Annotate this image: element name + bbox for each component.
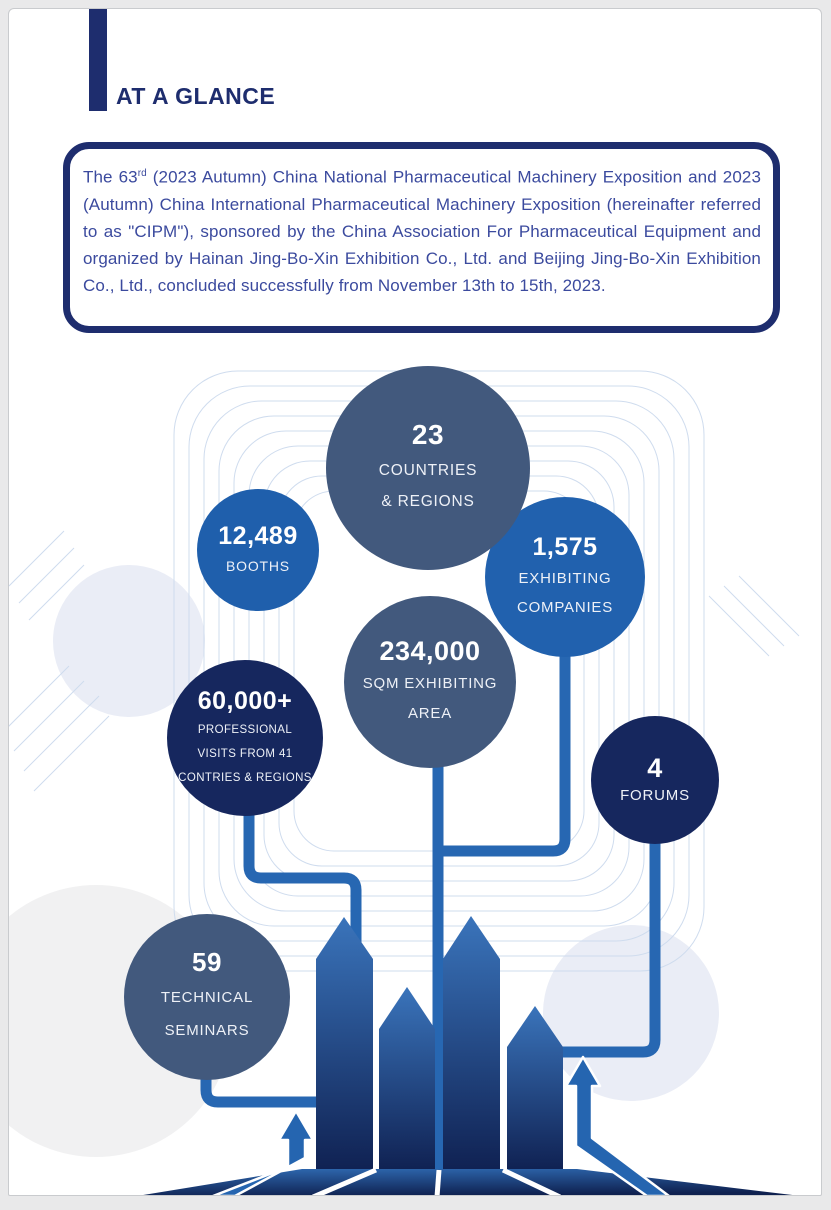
stat-label: & REGIONS — [381, 493, 475, 510]
ordinal-suffix: rd — [137, 168, 147, 179]
stat-label: SQM EXHIBITING — [362, 674, 498, 692]
stat-label: EXHIBITING — [518, 569, 612, 587]
stat-value: 23 — [411, 419, 445, 450]
stat-value: 234,000 — [379, 635, 481, 666]
intro-paragraph — [83, 160, 761, 299]
at-a-glance-infographic — [9, 341, 822, 1196]
stat-label: COMPANIES — [516, 598, 614, 616]
stat-label: VISITS FROM 41 — [197, 747, 293, 760]
brochure-page — [8, 8, 822, 1196]
stat-label: BOOTHS — [226, 557, 290, 574]
stat-label: AREA — [407, 704, 453, 722]
intro-box — [63, 142, 780, 333]
page-title: AT A GLANCE — [116, 83, 276, 109]
stat-label: SEMINARS — [164, 1022, 250, 1039]
stat-circle-booths — [197, 489, 319, 611]
stat-circle-professional-visits — [167, 660, 323, 816]
stat-circle-countries — [326, 366, 530, 570]
stat-value: 59 — [192, 947, 222, 977]
intro-text-start: The 63 — [83, 167, 138, 187]
title-accent-bar — [89, 9, 107, 111]
stat-circle-technical-seminars — [124, 914, 290, 1080]
intro-text-rest: (2023 Autumn) China National Pharmaceutical Machinery Exposition and 2023 (Autumn) China International Pharmaceutical Machinery Exposition (hereinafter referred to as "CIPM"), sponsored by the China Association For Pharmaceutical Equipment and organized by Hainan Jing-Bo-Xin Exhibition Co., Ltd. and Beijing Jing-Bo-Xin Exhibition Co., Ltd., concluded successfully from November 13th to 15th, 2023. — [83, 167, 762, 295]
stat-label: COUNTRIES — [378, 462, 478, 479]
stat-circle-forums — [591, 716, 719, 844]
stat-circle-exhibiting-area — [344, 596, 516, 768]
stat-value: 60,000+ — [197, 686, 293, 715]
stat-value: 12,489 — [218, 521, 298, 550]
stat-label: FORUMS — [620, 786, 690, 804]
stat-value: 1,575 — [532, 532, 598, 561]
stat-label: CONTRIES & REGIONS — [178, 771, 312, 784]
stat-label: TECHNICAL — [160, 989, 254, 1006]
stat-label: PROFESSIONAL — [197, 723, 293, 736]
stat-value: 4 — [647, 752, 663, 783]
